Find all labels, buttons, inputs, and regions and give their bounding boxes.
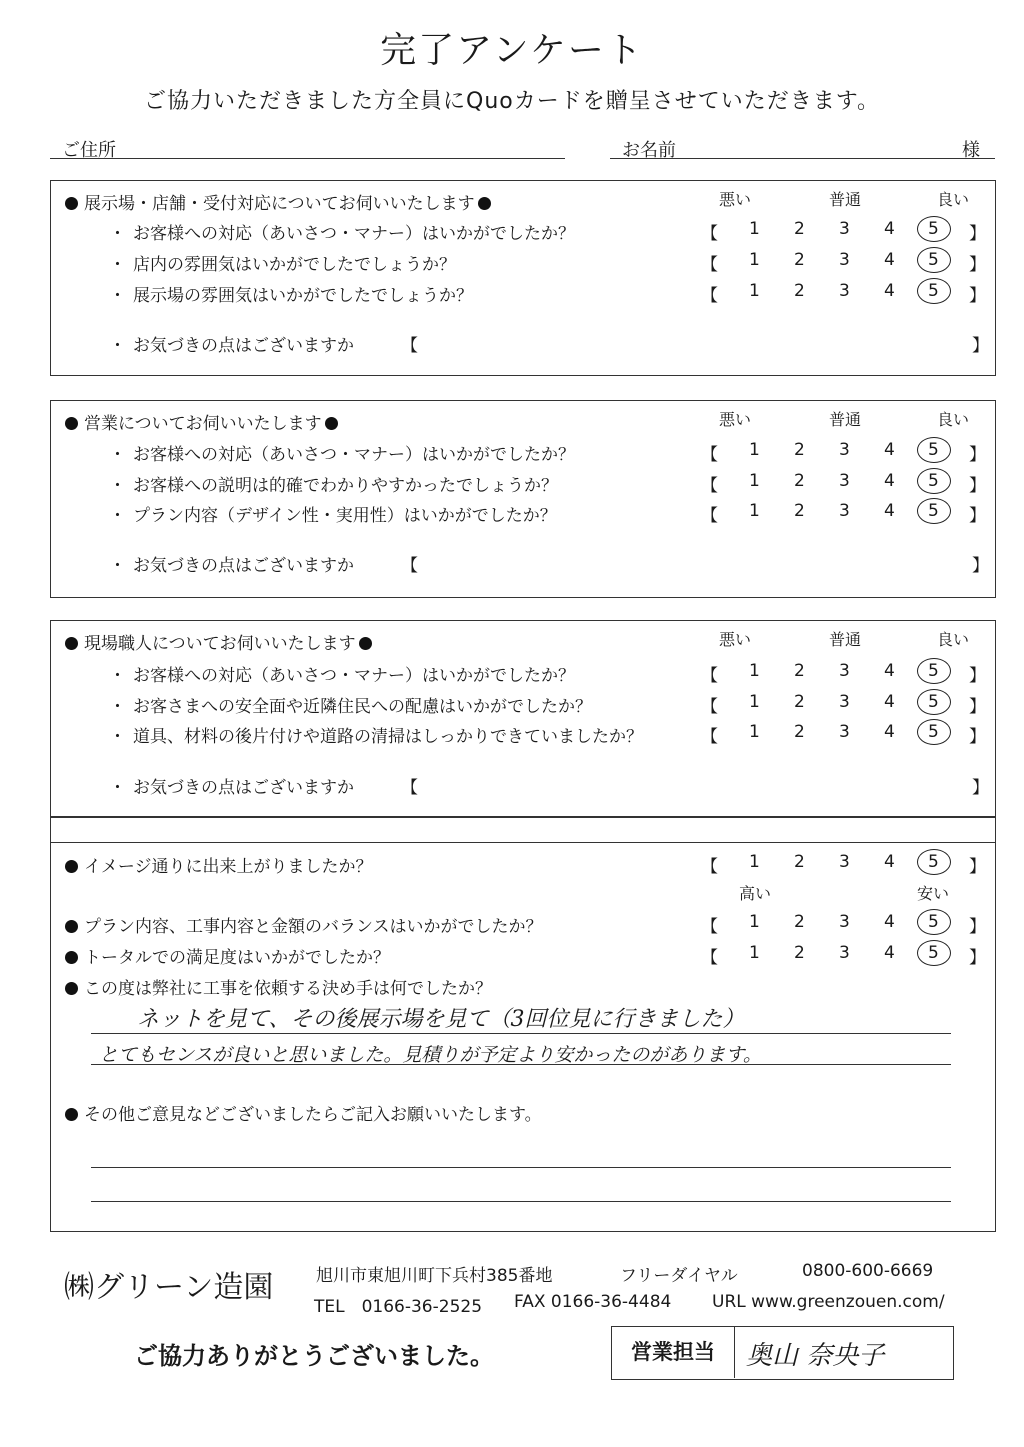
scale-low-label: 悪い bbox=[719, 630, 752, 649]
company-address: 旭川市東旭川町下兵村385番地 bbox=[316, 1266, 553, 1286]
divider bbox=[51, 842, 995, 843]
section-showroom bbox=[50, 180, 996, 376]
selected-rating-circle bbox=[917, 689, 951, 715]
question-row: イメージ通りに出来上がりましたか？ bbox=[65, 852, 373, 877]
feedback-row[interactable]: ・ お気づきの点はございますか 【 】 bbox=[109, 778, 989, 798]
question-row: その他ご意見などございましたらご記入お願いいたします。 bbox=[65, 1100, 542, 1125]
question-row: ・ お客さまへの安全面や近隣住民への配慮はいかがでしたか？ bbox=[109, 697, 592, 717]
question-row: この度は弊社に工事を依頼する決め手は何でしたか？ bbox=[65, 974, 492, 999]
selected-rating-circle bbox=[917, 468, 951, 494]
scale-high-label: 良い bbox=[937, 630, 970, 649]
tel-number: TEL 0166-36-2525 bbox=[314, 1297, 483, 1317]
handwritten-answer-line1: ネットを見て、その後展示場を見て（3回位見に行きました） bbox=[137, 1007, 745, 1032]
section-craftsmen bbox=[50, 620, 996, 817]
answer-line bbox=[91, 1033, 951, 1034]
rating-scale[interactable]: 【 1 2 3 4 5 】 bbox=[701, 661, 986, 687]
selected-rating-circle bbox=[917, 216, 951, 242]
rating-scale[interactable]: 【 1 2 3 4 5 】 bbox=[701, 943, 986, 969]
sales-rep-box bbox=[611, 1326, 954, 1380]
section-craftsmen-title: 現場職人についてお伺いいたします bbox=[65, 629, 372, 654]
handwritten-answer-line2: とてもセンスが良いと思いました。見積りが予定より安かったのがあります。 bbox=[99, 1044, 762, 1066]
question-row: ・ お客様への対応（あいさつ・マナー）はいかがでしたか？ bbox=[109, 445, 575, 465]
answer-line[interactable] bbox=[91, 1201, 951, 1202]
bullet-dot-icon bbox=[65, 417, 78, 430]
question-row: ・ お客様への説明は的確でわかりやすかったでしょうか？ bbox=[109, 476, 558, 496]
sales-rep-name: 奥山 奈央子 bbox=[746, 1341, 885, 1371]
answer-line[interactable] bbox=[91, 1167, 951, 1168]
selected-rating-circle bbox=[917, 658, 951, 684]
feedback-row[interactable]: ・ お気づきの点はございますか 【 】 bbox=[109, 556, 989, 576]
bullet-dot-icon bbox=[65, 637, 78, 650]
rating-scale[interactable]: 【 1 2 3 4 5 】 bbox=[701, 471, 986, 497]
section-showroom-title: 展示場・店舗・受付対応についてお伺いいたします bbox=[65, 189, 491, 214]
question-row: ・ 道具、材料の後片付けや道路の清掃はしっかりできていましたか？ bbox=[109, 727, 643, 747]
selected-rating-circle bbox=[917, 719, 951, 745]
question-row: ・ お客様への対応（あいさつ・マナー）はいかがでしたか？ bbox=[109, 666, 575, 686]
question-row: ・ お客様への対応（あいさつ・マナー）はいかがでしたか？ bbox=[109, 224, 575, 244]
selected-rating-circle bbox=[917, 498, 951, 524]
rating-scale[interactable]: 【 1 2 3 4 5 】 bbox=[701, 912, 986, 938]
section-overall bbox=[50, 817, 996, 1232]
scale-high-label: 良い bbox=[937, 190, 970, 209]
sales-rep-label: 営業担当 bbox=[612, 1327, 735, 1378]
name-field[interactable] bbox=[610, 158, 995, 159]
bullet-dot-icon bbox=[478, 197, 491, 210]
rating-scale[interactable]: 【 1 2 3 4 5 】 bbox=[701, 852, 986, 878]
rating-scale[interactable]: 【 1 2 3 4 5 】 bbox=[701, 250, 986, 276]
rating-scale[interactable]: 【 1 2 3 4 5 】 bbox=[701, 722, 986, 748]
selected-rating-circle bbox=[917, 940, 951, 966]
question-row: ・ 店内の雰囲気はいかがでしたでしょうか？ bbox=[109, 255, 456, 275]
feedback-row[interactable]: ・ お気づきの点はございますか 【 】 bbox=[109, 336, 989, 356]
scale-mid-label: 普通 bbox=[829, 410, 862, 429]
bullet-dot-icon bbox=[65, 197, 78, 210]
bullet-dot-icon bbox=[65, 860, 78, 873]
bullet-dot-icon bbox=[65, 951, 78, 964]
question-row: ・ 展示場の雰囲気はいかがでしたでしょうか？ bbox=[109, 286, 473, 306]
selected-rating-circle bbox=[917, 909, 951, 935]
address-label: ご住所 bbox=[62, 140, 116, 161]
name-label: お名前 bbox=[622, 140, 676, 161]
survey-title: 完了アンケート bbox=[380, 30, 644, 71]
section-sales bbox=[50, 400, 996, 598]
honorific: 様 bbox=[962, 140, 980, 161]
rating-scale[interactable]: 【 1 2 3 4 5 】 bbox=[701, 281, 986, 307]
question-row: プラン内容、工事内容と金額のバランスはいかがでしたか？ bbox=[65, 912, 543, 937]
scale-mid-label: 普通 bbox=[829, 630, 862, 649]
bullet-dot-icon bbox=[65, 1108, 78, 1121]
rating-scale[interactable]: 【 1 2 3 4 5 】 bbox=[701, 440, 986, 466]
scale-low-label: 悪い bbox=[719, 190, 752, 209]
company-logo: ㈱グリーン造園 bbox=[64, 1270, 274, 1305]
answer-line bbox=[91, 1064, 951, 1065]
rating-scale[interactable]: 【 1 2 3 4 5 】 bbox=[701, 692, 986, 718]
bullet-dot-icon bbox=[65, 920, 78, 933]
bullet-dot-icon bbox=[359, 637, 372, 650]
freedial-label: フリーダイヤル bbox=[620, 1266, 738, 1286]
selected-rating-circle bbox=[917, 247, 951, 273]
survey-subtitle: ご協力いただきました方全員にQuoカードを贈呈させていただきます。 bbox=[144, 89, 880, 114]
scale-high-label: 良い bbox=[937, 410, 970, 429]
selected-rating-circle bbox=[917, 278, 951, 304]
rating-scale[interactable]: 【 1 2 3 4 5 】 bbox=[701, 219, 986, 245]
scale-expensive-label: 高い bbox=[739, 884, 772, 903]
fax-number: FAX 0166-36-4484 bbox=[514, 1292, 672, 1312]
scale-mid-label: 普通 bbox=[829, 190, 862, 209]
selected-rating-circle bbox=[917, 437, 951, 463]
bullet-dot-icon bbox=[325, 417, 338, 430]
website-url: URL www.greenzouen.com/ bbox=[712, 1292, 945, 1312]
rating-scale[interactable]: 【 1 2 3 4 5 】 bbox=[701, 501, 986, 527]
freedial-number: 0800-600-6669 bbox=[802, 1261, 934, 1281]
scale-low-label: 悪い bbox=[719, 410, 752, 429]
address-field[interactable] bbox=[50, 158, 565, 159]
selected-rating-circle bbox=[917, 849, 951, 875]
question-row: トータルでの満足度はいかがでしたか？ bbox=[65, 943, 390, 968]
question-row: ・ プラン内容（デザイン性・実用性）はいかがでしたか？ bbox=[109, 506, 557, 526]
section-sales-title: 営業についてお伺いいたします bbox=[65, 409, 338, 434]
scale-cheap-label: 安い bbox=[917, 884, 950, 903]
thanks-message: ご協力ありがとうございました。 bbox=[134, 1342, 494, 1370]
bullet-dot-icon bbox=[65, 982, 78, 995]
